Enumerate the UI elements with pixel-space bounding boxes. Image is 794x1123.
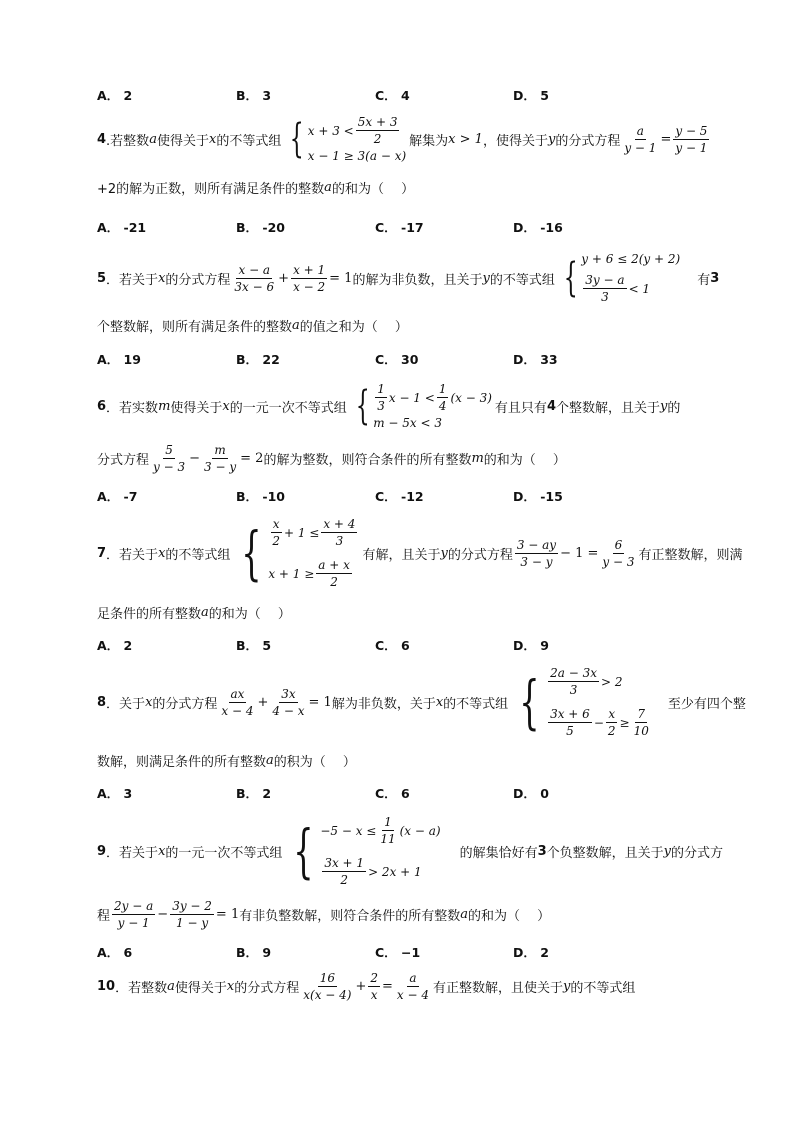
q5-var: x	[158, 270, 166, 286]
math-text: x − 1 <	[388, 390, 435, 405]
math-text: − 1 =	[560, 545, 599, 561]
fraction-denominator: 3	[377, 399, 385, 413]
q4-text: .若整数	[106, 133, 150, 149]
q4-var: a	[324, 179, 332, 195]
math-text: +	[278, 270, 290, 286]
math-text: < 1	[628, 281, 651, 296]
math-text: −	[189, 450, 201, 466]
q9-text: 的解集恰好有	[459, 845, 538, 861]
q6-text: 分式方程	[97, 452, 150, 468]
fraction-denominator: y − 1	[624, 140, 657, 155]
q5-number-3: 3	[710, 270, 720, 286]
q9-var: y	[663, 843, 672, 859]
q4-text: +2的解为正数，则所有满足条件的整数	[97, 181, 325, 197]
q9-option-d[interactable]: D． 2	[513, 945, 549, 960]
q4-option-b[interactable]: B． -20	[236, 220, 285, 235]
q8-text: 的不等式组	[443, 696, 509, 712]
q4-inequality-system: { x + 3 < $\frac{5x + 3}{2}$ x − 1 ≥ 3(a − x)	[290, 115, 407, 163]
q8-stem-line2	[97, 751, 356, 769]
q10-text: 有正整数解，且使关于	[433, 980, 564, 996]
math-text: −	[593, 715, 604, 730]
q6-stem-line1	[97, 380, 680, 432]
math-text: = 1	[308, 694, 332, 710]
fraction-numerator: 3x + 1	[324, 856, 365, 870]
q4-var: y	[547, 131, 556, 147]
fraction-numerator: 5	[165, 442, 173, 457]
q3-option-d[interactable]: D． 5	[513, 88, 549, 103]
q9-options	[97, 943, 717, 961]
fraction-denominator: x − 2	[293, 279, 326, 294]
q8-text: 的积为（ ）	[273, 754, 356, 770]
q5-var: a	[292, 317, 300, 333]
q8-var: x	[145, 694, 153, 710]
fraction-numerator: y − 5	[675, 123, 708, 138]
math-text: =	[660, 131, 672, 147]
fraction-denominator: 2	[340, 873, 349, 887]
q4-stem-line2	[97, 178, 414, 196]
q9-text: 个负整数解，且关于	[546, 845, 664, 861]
fraction-numerator: 3y − 2	[172, 898, 212, 913]
math-text: x + 1 ≥	[268, 566, 315, 581]
q6-text: 的和为（ ）	[483, 452, 566, 468]
q5-text: 的值之和为（ ）	[299, 319, 408, 335]
q9-stem-line2	[97, 896, 550, 932]
q7-option-a[interactable]: A． 2	[97, 638, 133, 653]
math-text: =	[382, 978, 393, 994]
math-text: +	[257, 694, 269, 710]
q6-var: y	[660, 398, 668, 414]
q6-options	[97, 487, 717, 505]
q8-option-b[interactable]: B． 2	[236, 786, 272, 801]
math-text: x − 1 ≥ 3(a − x)	[307, 149, 407, 163]
q4-var: a	[149, 131, 157, 147]
math-text: + 1 ≤	[283, 525, 320, 540]
fraction-denominator: x − 4	[396, 987, 430, 1002]
q5-option-a[interactable]: A． 19	[97, 352, 141, 367]
fraction-denominator: 11	[380, 832, 396, 846]
q9-option-b[interactable]: B． 9	[236, 945, 272, 960]
fraction-denominator: x	[370, 987, 378, 1002]
q10-var: a	[167, 978, 175, 994]
q10-var: y	[563, 978, 571, 994]
fraction-numerator: 1	[384, 815, 392, 829]
q4-var: x	[208, 131, 217, 147]
q10-text: 的分式方程	[234, 980, 300, 996]
fraction-numerator: 2a − 3x	[550, 666, 597, 680]
q8-options	[97, 784, 717, 802]
q9-text: 有非负整数解，则符合条件的所有整数	[239, 908, 461, 924]
fraction-denominator: 3	[601, 290, 609, 304]
fraction-numerator: 3y − a	[585, 273, 625, 287]
math-text: y + 6 ≤ 2(y + 2)	[581, 252, 681, 266]
q7-text: ．若关于	[106, 547, 159, 563]
math-text: = 2	[240, 450, 264, 466]
q10-text: 使得关于	[174, 980, 227, 996]
q10-text: ．若整数	[115, 980, 168, 996]
q4-text: ，使得关于	[482, 133, 548, 149]
fraction-denominator: x(x − 4)	[303, 987, 352, 1002]
q9-text: 的分式方	[671, 845, 724, 861]
q10-stem-line1	[97, 968, 635, 1004]
q8-option-c[interactable]: C． 6	[375, 786, 410, 801]
q6-text: 的	[667, 400, 681, 416]
q9-option-c[interactable]: C． −1	[375, 945, 421, 960]
fraction-numerator: 7	[637, 707, 646, 721]
q8-inequality-system: { $\frac{2a - 3x}{3}$ > 2 $\frac{3x + 6}{5}$ − $\frac{x}{2}$ ≥ $\frac{7}{10}$	[519, 666, 649, 738]
math-text: −5 − x ≤	[320, 823, 377, 838]
q9-option-a[interactable]: A． 6	[97, 945, 133, 960]
fraction-numerator: 6	[614, 537, 623, 552]
fraction-denominator: 4	[438, 399, 447, 413]
q4-condition: x > 1	[448, 131, 483, 147]
q9-number: 9	[97, 843, 107, 859]
fraction-numerator: a	[409, 970, 417, 985]
fraction-numerator: 16	[319, 970, 335, 985]
math-text: = 1	[329, 270, 353, 286]
fraction-numerator: 5x + 3	[357, 115, 398, 129]
fraction-numerator: 3 − ay	[516, 537, 557, 552]
q8-option-d[interactable]: D． 0	[513, 786, 549, 801]
math-text: m − 5x < 3	[373, 416, 443, 430]
q6-number-4: 4	[546, 398, 556, 414]
q5-var: y	[482, 270, 490, 286]
q7-option-d[interactable]: D． 9	[513, 638, 549, 653]
q4-text: 解集为	[409, 133, 449, 149]
q6-option-b[interactable]: B． -10	[236, 489, 285, 504]
q4-option-c[interactable]: C． -17	[375, 220, 424, 235]
q7-options	[97, 636, 717, 654]
fraction-numerator: 3x	[281, 686, 296, 701]
fraction-numerator: 3x + 6	[550, 707, 590, 721]
q6-text: ．若实数	[106, 400, 159, 416]
q5-option-c[interactable]: C． 30	[375, 352, 419, 367]
q7-stem-line1	[97, 516, 743, 590]
math-text: (x − a)	[399, 823, 441, 838]
q10-number: 10	[97, 978, 116, 994]
q6-text: 使得关于	[170, 400, 223, 416]
q3-option-a[interactable]: A． 2	[97, 88, 133, 103]
q6-text: 的解为整数，则符合条件的所有整数	[263, 452, 472, 468]
fraction-numerator: 1	[377, 382, 385, 396]
q5-text: 个整数解，则所有满足条件的整数	[97, 319, 293, 335]
q8-var: x	[435, 694, 444, 710]
fraction-numerator: x	[272, 517, 280, 531]
q6-option-a[interactable]: A． -7	[97, 489, 138, 504]
q4-text: 使得关于	[156, 133, 209, 149]
math-text: = 1	[215, 906, 240, 922]
q6-var: m	[471, 450, 484, 466]
math-text: x + 3 <	[307, 123, 354, 138]
q8-option-a[interactable]: A． 3	[97, 786, 133, 801]
fraction-numerator: x	[608, 707, 616, 721]
q9-var: x	[158, 843, 166, 859]
fraction-denominator: 10	[633, 724, 649, 738]
fraction-denominator: 1 − y	[176, 915, 209, 930]
q7-var: a	[201, 604, 209, 620]
fraction-denominator: 4 − x	[272, 703, 305, 718]
fraction-denominator: 3x − 6	[234, 279, 275, 294]
math-text: ≥	[619, 715, 630, 730]
q8-text: 数解，则满足条件的所有整数	[97, 754, 267, 770]
fraction-denominator: x − 4	[221, 703, 254, 718]
q5-text: 的解为非负数，且关于	[352, 272, 483, 288]
q6-option-c[interactable]: C． -12	[375, 489, 424, 504]
fraction-denominator: 2	[272, 534, 280, 548]
q8-var: a	[266, 752, 274, 768]
q7-number: 7	[97, 545, 107, 561]
q9-inequality-system: { −5 − x ≤ $\frac{1}{11}$ (x − a) $\frac{3x + 1}{2}$ > 2x + 1	[293, 815, 441, 887]
fraction-denominator: 3	[569, 683, 578, 697]
q6-stem-line2	[97, 440, 566, 476]
math-text: (x − 3)	[450, 390, 492, 405]
q3-option-c[interactable]: C． 4	[375, 88, 410, 103]
q10-text: 的不等式组	[570, 980, 636, 996]
q9-text: 的一元一次不等式组	[165, 845, 283, 861]
q6-text: 有且只有	[494, 400, 547, 416]
q4-number: 4	[97, 131, 107, 147]
q9-text: 的和为（ ）	[468, 908, 551, 924]
q8-stem-line1	[97, 664, 746, 740]
q7-text: 有正整数解，则满	[638, 547, 743, 563]
fraction-numerator: ax	[230, 686, 245, 701]
math-text: > 2x + 1	[368, 864, 422, 879]
q5-inequality-system: { y + 6 ≤ 2(y + 2) $\frac{3y - a}{3}$ < 1	[563, 252, 681, 304]
q5-stem-line1	[97, 250, 719, 306]
q9-text: 程	[97, 908, 111, 924]
q6-var: x	[222, 398, 230, 414]
fraction-denominator: 5	[566, 724, 574, 738]
q5-text: 有	[697, 272, 711, 288]
q4-text: 的和为（ ）	[331, 181, 415, 197]
q3-options	[97, 86, 717, 104]
q5-options	[97, 350, 717, 368]
fraction-denominator: 2	[330, 575, 338, 589]
fraction-denominator: 2	[373, 132, 382, 146]
q5-option-b[interactable]: B． 22	[236, 352, 280, 367]
math-text: −	[157, 906, 169, 922]
q5-text: ．若关于	[106, 272, 159, 288]
fraction-numerator: 2	[370, 970, 379, 985]
math-text: > 2	[600, 674, 623, 689]
q7-var: y	[440, 545, 448, 561]
q7-text: 足条件的所有整数	[97, 606, 202, 622]
q7-text: 的分式方程	[447, 547, 513, 563]
fraction-denominator: 3	[335, 534, 344, 548]
q9-var: a	[460, 906, 468, 922]
fraction-numerator: m	[214, 442, 226, 457]
q8-text: 的分式方程	[152, 696, 218, 712]
fraction-denominator: y − 3	[153, 459, 186, 474]
q7-stem-line2	[97, 603, 291, 621]
q9-stem-line1	[97, 814, 723, 888]
fraction-numerator: a	[636, 123, 644, 138]
q8-text: 至少有四个整	[667, 696, 746, 712]
q8-text: 解为非负数，关于	[331, 696, 436, 712]
fraction-numerator: x − a	[238, 262, 271, 277]
q4-stem-line1	[97, 113, 711, 165]
q7-text: 的不等式组	[165, 547, 231, 563]
math-text: +	[355, 978, 367, 994]
q5-number: 5	[97, 270, 107, 286]
fraction-denominator: y − 1	[675, 140, 708, 155]
q7-option-b[interactable]: B． 5	[236, 638, 272, 653]
q6-text: 个整数解，且关于	[555, 400, 660, 416]
q4-text: 的分式方程	[555, 133, 621, 149]
q7-text: 有解，且关于	[362, 547, 441, 563]
fraction-numerator: 1	[438, 382, 447, 396]
q6-number: 6	[97, 398, 107, 414]
q5-text: 的分式方程	[165, 272, 231, 288]
q4-option-d[interactable]: D． -16	[513, 220, 563, 235]
q7-text: 的和为（ ）	[208, 606, 291, 622]
fraction-denominator: y − 1	[117, 915, 150, 930]
q5-text: 的不等式组	[489, 272, 555, 288]
q9-text: ．若关于	[106, 845, 159, 861]
q4-options	[97, 218, 717, 236]
q7-option-c[interactable]: C． 6	[375, 638, 410, 653]
fraction-denominator: 3 − y	[204, 459, 237, 474]
q5-stem-line2	[97, 316, 408, 334]
q6-inequality-system: { $\frac{1}{3}$ x − 1 < $\frac{1}{4}$ (x − 3) m − 5x < 3	[355, 382, 492, 430]
fraction-denominator: y − 3	[602, 554, 635, 569]
q4-option-a[interactable]: A． -21	[97, 220, 147, 235]
q6-option-d[interactable]: D． -15	[513, 489, 563, 504]
q9-number-3: 3	[537, 843, 547, 859]
fraction-denominator: 3 − y	[520, 554, 553, 569]
fraction-numerator: 2y − a	[114, 898, 154, 913]
fraction-denominator: 2	[607, 724, 616, 738]
q6-var: m	[158, 398, 171, 414]
q7-var: x	[158, 545, 166, 561]
fraction-numerator: a + x	[318, 558, 350, 572]
q8-number: 8	[97, 694, 107, 710]
q6-text: 的一元一次不等式组	[229, 400, 347, 416]
q7-inequality-system: { $\frac{x}{2}$ + 1 ≤ $\frac{x + 4}{3}$ x + 1 ≥ $\frac{a + x}{2}$	[241, 517, 356, 589]
fraction-numerator: x + 1	[293, 262, 326, 277]
q4-text: 的不等式组	[216, 133, 282, 149]
q10-var: x	[226, 978, 235, 994]
q8-text: ．关于	[106, 696, 146, 712]
q5-option-d[interactable]: D． 33	[513, 352, 558, 367]
q3-option-b[interactable]: B． 3	[236, 88, 272, 103]
fraction-numerator: x + 4	[323, 517, 356, 531]
